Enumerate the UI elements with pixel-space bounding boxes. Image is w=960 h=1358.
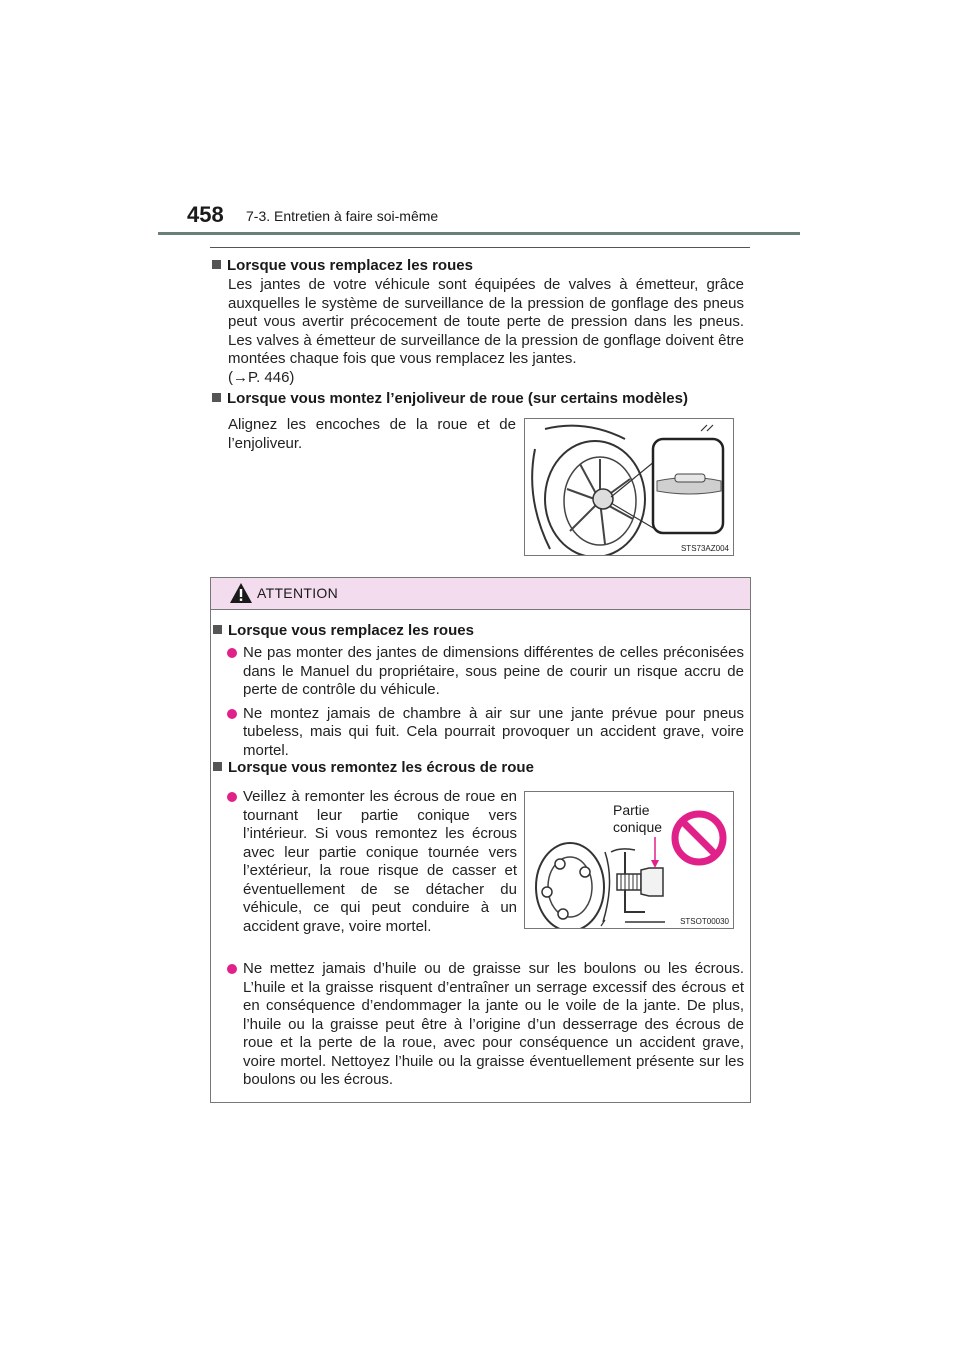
figure-label: Partie conique (613, 802, 663, 835)
figure-code: STS73AZ004 (680, 544, 729, 553)
section-heading: Lorsque vous montez l’enjoliveur de roue (sur certains modèles) (227, 390, 688, 407)
list-item: Veillez à remonter les écrous de roue en tournant leur partie conique vers l’intérieur. Si vous remontez les écrous avec leur partie conique tournée vers l’extérieur, la roue risque de casser et éventuellement de se détacher du véhicule, ce qui peut conduire à un accident grave, voire mortel. (227, 788, 517, 936)
section-title: 7-3. Entretien à faire soi-même (246, 208, 439, 224)
section-wheel-cover (210, 389, 750, 409)
warning-title: ATTENTION (257, 585, 338, 601)
section-wheel-replacement (210, 256, 750, 387)
circle-bullet-icon (227, 709, 237, 719)
warning-subheading: Lorsque vous remplacez les roues (228, 622, 474, 639)
warning-triangle-icon (229, 582, 253, 604)
warning-subsection-nuts (211, 758, 750, 778)
section-body: Les jantes de votre véhicule sont équipées de valves à émetteur, grâce auxquelles le système de surveillance de la pression de gonflage des pneus peut vous avertir précocement de toute perte de pression dans les pneus. Les valves à émetteur de surveillance de la pression de gonflage doivent être montées chaque fois que vous remplacez les jantes. (228, 276, 744, 367)
warning-subsection-wheels (211, 621, 750, 760)
list-item: Ne montez jamais de chambre à air sur une jante prévue pour pneus tubeless, mais qui fuit. Cela pourrait provoquer un accident grave, voire mortel. (227, 705, 744, 761)
page-number: 458 (187, 202, 224, 227)
warning-header (211, 578, 750, 610)
wheel-cover-figure (524, 418, 734, 556)
square-bullet-icon (212, 393, 221, 402)
prohibited-icon (675, 814, 723, 862)
list-item: Ne mettez jamais d’huile ou de graisse sur les boulons ou les écrous. L’huile et la graisse risquent d’entraîner un serrage excessif des écrous et en conséquence d’endommager la jante ou le voile de la jante. De plus, l’huile ou la graisse peut être à l’origine d’un desserrage des écrous de roue et la perte de la roue, avec pour conséquence un accident grave, voire mortel. Nettoyez l’huile ou la graisse éventuellement présente sur les boulons ou les écrous. (227, 960, 744, 1090)
figure-code: STSOT00030 (680, 917, 729, 926)
divider (210, 247, 750, 248)
wheel-cover-illustration (525, 419, 733, 555)
section-heading: Lorsque vous remplacez les roues (227, 257, 473, 274)
square-bullet-icon (213, 762, 222, 771)
lug-nut-figure (524, 791, 734, 929)
header-rule (158, 232, 800, 235)
circle-bullet-icon (227, 792, 237, 802)
warning-subheading: Lorsque vous remontez les écrous de roue (228, 759, 534, 776)
warning-box (210, 577, 751, 1103)
circle-bullet-icon (227, 648, 237, 658)
square-bullet-icon (213, 625, 222, 634)
circle-bullet-icon (227, 964, 237, 974)
list-item: Ne pas monter des jantes de dimensions différentes de celles préconisées dans le Manuel du propriétaire, sous peine de courir un risque accru de perte de contrôle du véhicule. (227, 644, 744, 700)
page-reference[interactable]: (→P. 446) (228, 368, 295, 386)
square-bullet-icon (212, 260, 221, 269)
section-body: Alignez les encoches de la roue et de l’enjoliveur. (228, 416, 516, 452)
